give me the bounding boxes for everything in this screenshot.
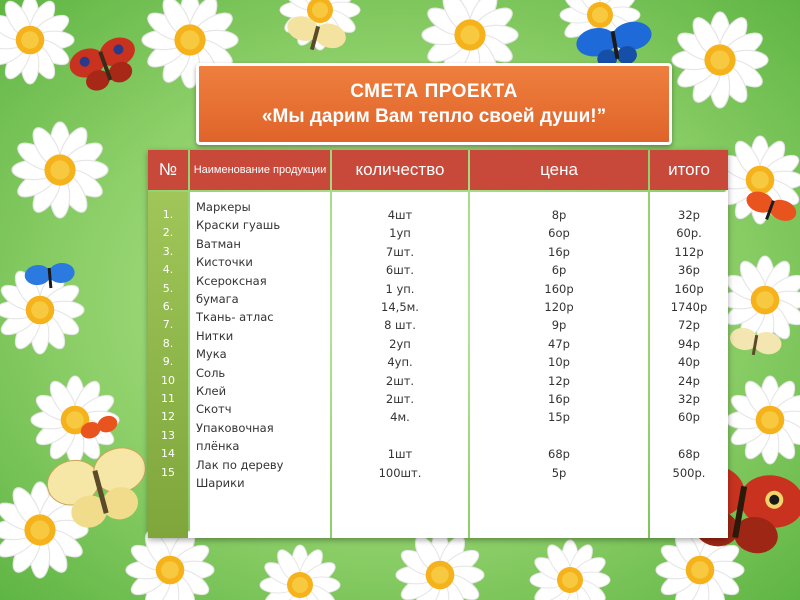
name-column [190,192,330,538]
item-price: 15р [548,410,570,425]
item-total: 32р [678,392,700,407]
item-price: 47р [548,336,570,351]
item-price: 9р [551,318,567,333]
item-price: 10р [548,355,570,370]
item-name: Краски гуашь [196,218,281,233]
item-total: 94р [678,336,700,351]
row-number: 13 [161,428,175,442]
item-name: плёнка [196,439,240,454]
item-price: 6ор [548,226,570,241]
item-price: 6р [551,263,567,278]
header-price: цена [470,150,648,190]
item-total: 40р [678,355,700,370]
item-total: 32р [678,208,700,222]
item-name: Клей [196,384,227,399]
item-quantity: 4шт [387,208,413,222]
row-number: 14 [161,447,175,461]
item-price: 8р [551,208,567,222]
item-total [650,427,728,445]
item-name: Нитки [196,328,234,343]
item-total: 160р [674,281,704,296]
item-price: 16р [548,392,570,407]
row-number: 15 [161,465,175,479]
row-number: 2. [162,226,174,240]
estimate-table [148,150,728,538]
header-quantity: количество [332,150,468,190]
item-quantity: 6шт. [385,263,415,278]
row-number: 11 [161,392,175,406]
item-price: 160р [544,281,574,296]
item-total: 500р. [672,465,706,480]
title-subheading: «Мы дарим Вам тепло своей души!” [261,105,607,127]
row-number: 9. [162,355,174,369]
item-quantity: 7шт. [385,244,415,259]
item-name: Лак по дереву [196,457,284,472]
item-total: 72р [678,318,700,333]
item-total: 68р [678,447,700,462]
title-banner [196,63,672,145]
item-quantity: 2уп [389,336,411,351]
item-quantity: 2шт. [385,373,415,388]
item-total: 24р [678,373,700,388]
item-price: 68р [548,447,570,462]
item-name: Шарики [196,476,245,491]
item-name: Ксероксная [196,273,267,288]
item-total: 60р. [676,226,702,241]
item-name: Маркеры [196,200,251,214]
row-number: 1. [162,208,174,221]
row-number: 6. [162,300,174,314]
item-quantity: 1 уп. [385,281,415,296]
header-total: итого [650,150,728,190]
item-quantity: 14,5м. [381,300,419,315]
item-quantity: 4м. [390,410,410,425]
item-name: Кисточки [196,255,253,270]
price-column [470,192,648,538]
row-number: 4. [162,263,174,277]
item-name: Ватман [196,236,241,251]
title-heading: СМЕТА ПРОЕКТА [350,80,518,102]
item-total: 1740р [670,300,708,315]
row-number: 12 [161,410,175,424]
item-quantity: 1шт [387,447,413,462]
row-number: 10 [161,373,175,387]
header-number: № [148,150,188,190]
header-name: Наименование продукции [190,150,330,190]
item-quantity: 100шт. [378,465,422,480]
number-column [148,192,188,538]
item-name: Соль [196,365,226,380]
item-total: 112р [674,244,704,259]
item-total: 36р [678,263,700,278]
item-price: 12р [548,373,570,388]
item-quantity: 1уп [389,226,411,241]
row-number: 5. [162,281,174,295]
total-column [650,192,728,538]
row-number: 7. [162,318,174,332]
item-quantity: 8 шт. [384,318,416,333]
item-quantity [332,427,468,445]
item-quantity: 4уп. [387,355,413,370]
row-number: 3. [162,244,174,258]
item-name: Упаковочная [196,420,274,435]
item-name: бумага [196,292,239,307]
row-number: 8. [162,336,174,350]
item-price: 120р [544,300,574,315]
item-total: 60р [678,410,700,425]
item-price [470,427,648,445]
item-name: Ткань- атлас [196,310,274,325]
quantity-column [332,192,468,538]
item-quantity: 2шт. [385,392,415,407]
item-name: Мука [196,347,227,362]
item-price: 16р [548,244,570,259]
item-price: 5р [551,465,567,480]
item-name: Скотч [196,402,232,417]
